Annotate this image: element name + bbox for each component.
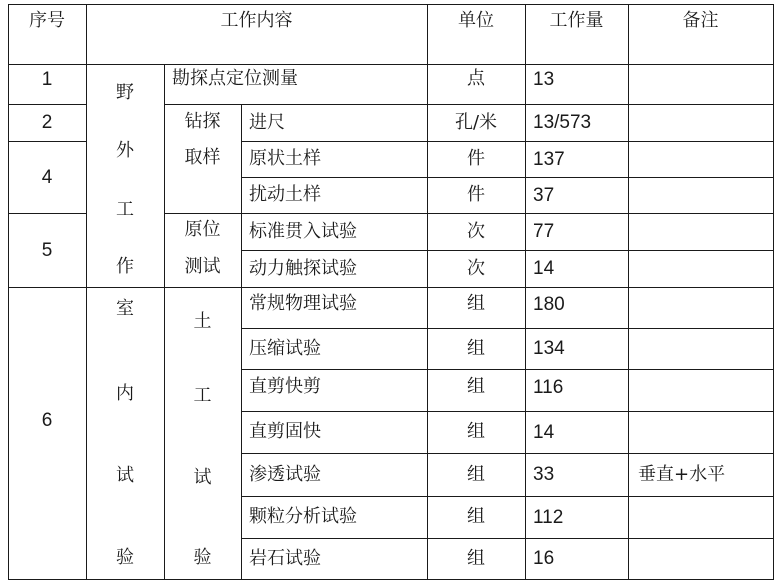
item-unit: 组	[467, 293, 485, 314]
item-quantity: 13	[533, 68, 555, 90]
item-name: 颗粒分析试验	[249, 506, 357, 527]
group-geotech-char: 土	[193, 311, 212, 332]
item-name: 动力触探试验	[249, 257, 357, 279]
group-lab-work-char: 内	[116, 383, 134, 404]
item-note: 垂直+水平	[638, 463, 726, 485]
item-name: 标准贯入试验	[249, 220, 357, 242]
item-quantity: 14	[533, 258, 555, 279]
item-quantity: 134	[533, 338, 565, 359]
index-cell: 6	[41, 409, 53, 431]
group-geotech-char: 验	[193, 547, 212, 568]
item-unit: 件	[467, 148, 485, 169]
index-cell: 4	[41, 166, 53, 188]
item-quantity: 14	[533, 421, 555, 443]
item-quantity: 77	[533, 221, 555, 242]
group-lab-work-char: 试	[116, 465, 134, 486]
item-quantity: 112	[533, 506, 564, 528]
item-quantity: 116	[533, 376, 564, 398]
group-drilling-line2: 取样	[184, 147, 221, 168]
rule-right	[773, 4, 774, 580]
item-quantity: 37	[533, 184, 555, 206]
item-name: 直剪固快	[249, 421, 321, 442]
item-name: 压缩试验	[249, 337, 321, 359]
header-index: 序号	[29, 10, 65, 31]
item-name: 岩石试验	[249, 547, 321, 569]
item-quantity: 137	[533, 148, 565, 170]
group-geotech-char: 试	[193, 467, 212, 488]
item-quantity: 33	[533, 464, 555, 485]
item-name: 渗透试验	[249, 463, 321, 485]
item-name: 进尺	[249, 111, 285, 133]
index-cell: 5	[41, 239, 53, 261]
item-unit: 组	[467, 421, 485, 442]
item-quantity: 180	[533, 293, 565, 315]
item-unit: 组	[467, 337, 485, 359]
group-geotech-char: 工	[193, 385, 212, 406]
group-field-work-char: 工	[116, 199, 134, 220]
rule-bottom	[8, 579, 774, 580]
index-cell: 2	[41, 112, 53, 133]
group-field-work-char: 外	[116, 140, 134, 161]
item-unit: 组	[467, 547, 485, 569]
group-field-work-char: 作	[116, 256, 134, 277]
header-content: 工作内容	[220, 10, 293, 31]
group-field-work-char: 野	[116, 82, 134, 103]
header-note: 备注	[682, 10, 719, 31]
group-insitu-line1: 原位	[184, 219, 221, 240]
item-unit: 次	[467, 257, 485, 279]
item-name: 扰动土样	[249, 184, 321, 205]
index-cell: 1	[41, 68, 53, 90]
item-quantity: 16	[533, 548, 555, 569]
header-quantity: 工作量	[549, 10, 604, 31]
group-drilling-line1: 钻探	[184, 111, 221, 132]
item-unit: 点	[467, 68, 485, 89]
item-unit: 组	[467, 506, 485, 527]
item-name: 原状土样	[249, 148, 321, 169]
item-name: 常规物理试验	[249, 293, 357, 314]
item-quantity: 13/573	[533, 112, 592, 133]
item-name: 直剪快剪	[249, 376, 321, 397]
item-unit: 件	[467, 184, 485, 205]
group-lab-work-char: 室	[116, 298, 134, 319]
header-unit: 单位	[458, 10, 494, 31]
group-insitu-line2: 测试	[184, 256, 221, 277]
item-unit: 孔/米	[454, 111, 498, 133]
item-unit: 组	[467, 376, 485, 397]
item-unit: 次	[467, 220, 485, 242]
group-lab-work-char: 验	[116, 547, 134, 568]
item-name: 勘探点定位测量	[172, 68, 298, 89]
item-unit: 组	[467, 463, 485, 485]
